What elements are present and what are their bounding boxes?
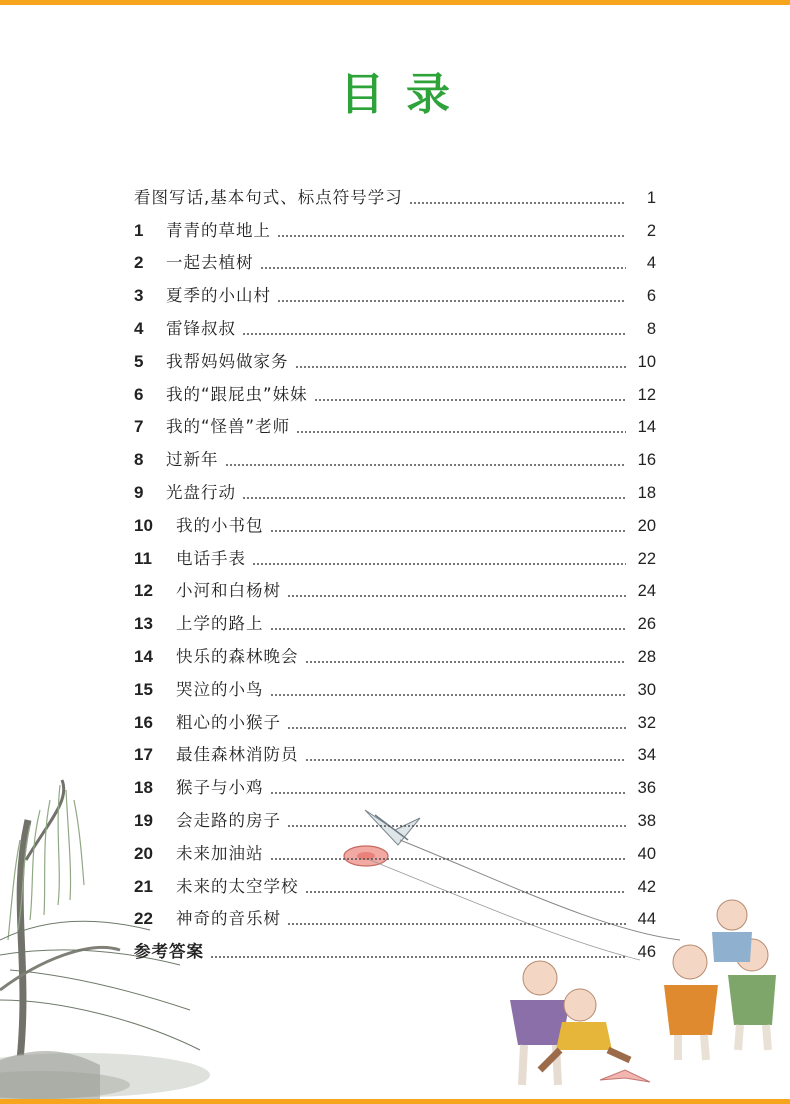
toc-entry-number: 15 <box>134 679 153 699</box>
toc-entry-number: 17 <box>134 745 153 765</box>
toc-entry-page: 26 <box>637 615 656 634</box>
toc-entry-page: 16 <box>637 451 656 470</box>
leader-dots <box>305 759 627 761</box>
toc-entry[interactable] <box>134 798 656 831</box>
toc-entry[interactable] <box>134 864 656 897</box>
toc-entry[interactable] <box>134 306 656 339</box>
toc-entry-label: 我的小书包 <box>176 515 264 535</box>
toc-entry-intro[interactable] <box>134 175 656 208</box>
toc-entry-label: 看图写话,基本句式、标点符号学习 <box>134 187 403 207</box>
leader-dots <box>270 858 627 860</box>
toc-entry-label: 未来的太空学校 <box>176 876 299 896</box>
toc-entry-page: 28 <box>637 647 656 666</box>
toc-entry-page: 20 <box>637 516 656 535</box>
toc-entry-page: 32 <box>637 713 656 732</box>
toc-entry-page: 40 <box>637 844 656 863</box>
toc-entry-label: 光盘行动 <box>166 482 236 502</box>
leader-dots <box>270 628 627 630</box>
toc-entry-number: 6 <box>134 384 144 404</box>
toc-entry[interactable] <box>134 897 656 930</box>
toc-entry-page: 8 <box>646 319 656 338</box>
leader-dots <box>260 267 627 269</box>
toc-entry[interactable] <box>134 241 656 274</box>
toc-entry-number: 22 <box>134 909 153 929</box>
leader-dots <box>287 825 626 827</box>
toc-entry-page: 38 <box>637 811 656 830</box>
toc-entry-answers[interactable] <box>134 929 656 962</box>
toc-entry-label: 粗心的小猴子 <box>176 712 281 732</box>
bottom-orange-bar <box>0 1099 790 1104</box>
page-title: 目录 <box>340 69 472 120</box>
toc-entry-label: 我的“怪兽”老师 <box>166 417 291 437</box>
toc-entry-number: 13 <box>134 614 153 634</box>
toc-entry-label: 会走路的房子 <box>176 810 281 830</box>
toc-entry-label: 神奇的音乐树 <box>176 909 281 929</box>
toc-entry-page: 46 <box>637 943 656 962</box>
toc-entry-page: 12 <box>637 385 656 404</box>
toc-entry-page: 18 <box>637 483 656 502</box>
leader-dots <box>314 399 626 401</box>
leader-dots <box>409 202 626 204</box>
toc-entry-number: 19 <box>134 810 153 830</box>
leader-dots <box>225 464 627 466</box>
toc-entry-page: 24 <box>637 582 656 601</box>
toc-entry-label: 小河和白杨树 <box>176 581 281 601</box>
toc-entry-number: 7 <box>134 417 144 437</box>
leader-dots <box>270 694 627 696</box>
toc-entry-number: 16 <box>134 712 153 732</box>
leader-dots <box>270 792 627 794</box>
toc-entry-label: 最佳森林消防员 <box>176 745 299 765</box>
toc-entry[interactable] <box>134 733 656 766</box>
toc-entry[interactable] <box>134 569 656 602</box>
toc-entry[interactable] <box>134 372 656 405</box>
toc-entry-page: 42 <box>637 877 656 896</box>
leader-dots <box>296 431 626 433</box>
toc-entry-page: 34 <box>637 746 656 765</box>
toc-entry-label: 青青的草地上 <box>166 220 271 240</box>
toc-entry-label: 猴子与小鸡 <box>176 778 264 798</box>
toc-entry-number: 21 <box>134 876 153 896</box>
toc-entry-label: 参考答案 <box>134 942 204 962</box>
toc-entry-label: 过新年 <box>166 450 219 470</box>
toc-entry-number: 1 <box>134 220 144 240</box>
leader-dots <box>242 333 626 335</box>
toc-entry[interactable] <box>134 601 656 634</box>
leader-dots <box>305 891 627 893</box>
toc-entry-number: 11 <box>134 548 152 568</box>
toc-entry[interactable] <box>134 208 656 241</box>
toc-entry[interactable] <box>134 273 656 306</box>
toc-entry-label: 哭泣的小鸟 <box>176 679 264 699</box>
leader-dots <box>270 530 627 532</box>
toc-entry-page: 36 <box>637 779 656 798</box>
toc-entry-number: 18 <box>134 778 153 798</box>
toc-entry[interactable] <box>134 503 656 536</box>
toc-entry-page: 1 <box>646 188 656 207</box>
leader-dots <box>252 563 626 565</box>
toc-entry-label: 一起去植树 <box>166 253 254 273</box>
toc-entry-page: 10 <box>637 352 656 371</box>
toc-entry-label: 雷锋叔叔 <box>166 318 236 338</box>
leader-dots <box>295 366 627 368</box>
toc-entry-number: 5 <box>134 351 144 371</box>
toc-entry-label: 快乐的森林晚会 <box>176 646 299 666</box>
toc-entry-label: 夏季的小山村 <box>166 286 271 306</box>
toc-entry-page: 22 <box>637 549 656 568</box>
toc-entry[interactable] <box>134 765 656 798</box>
toc-entry-number: 2 <box>134 253 144 273</box>
toc-entry[interactable] <box>134 634 656 667</box>
toc-entry-label: 我的“跟屁虫”妹妹 <box>166 384 308 404</box>
toc-entry[interactable] <box>134 700 656 733</box>
toc-entry-number: 4 <box>134 318 144 338</box>
toc-entry[interactable] <box>134 437 656 470</box>
toc-entry-number: 10 <box>134 515 153 535</box>
toc-entry[interactable] <box>134 536 656 569</box>
leader-dots <box>242 497 626 499</box>
toc-entry[interactable] <box>134 831 656 864</box>
leader-dots <box>210 956 626 958</box>
toc-entry-number: 3 <box>134 286 144 306</box>
toc-entry-label: 上学的路上 <box>176 614 264 634</box>
leader-dots <box>277 235 626 237</box>
toc-entry-number: 20 <box>134 843 153 863</box>
toc-entry[interactable] <box>134 470 656 503</box>
toc-entry[interactable] <box>134 667 656 700</box>
leader-dots <box>277 300 626 302</box>
leader-dots <box>305 661 627 663</box>
toc-entry-number: 8 <box>134 450 144 470</box>
table-of-contents <box>134 175 656 962</box>
leader-dots <box>287 923 626 925</box>
leader-dots <box>287 595 626 597</box>
toc-entry-number: 9 <box>134 482 144 502</box>
toc-entry-page: 6 <box>646 287 656 306</box>
toc-entry-label: 我帮妈妈做家务 <box>166 351 289 371</box>
toc-entry[interactable] <box>134 405 656 438</box>
toc-entry-page: 2 <box>646 221 656 240</box>
toc-entry-page: 44 <box>637 910 656 929</box>
toc-entry-page: 30 <box>637 680 656 699</box>
toc-entry-label: 电话手表 <box>176 548 246 568</box>
toc-entry-page: 14 <box>637 418 656 437</box>
leader-dots <box>287 727 626 729</box>
toc-entry-page: 4 <box>646 254 656 273</box>
toc-entry-number: 14 <box>134 646 153 666</box>
toc-entry-number: 12 <box>134 581 153 601</box>
toc-entry[interactable] <box>134 339 656 372</box>
toc-entry-label: 未来加油站 <box>176 843 264 863</box>
